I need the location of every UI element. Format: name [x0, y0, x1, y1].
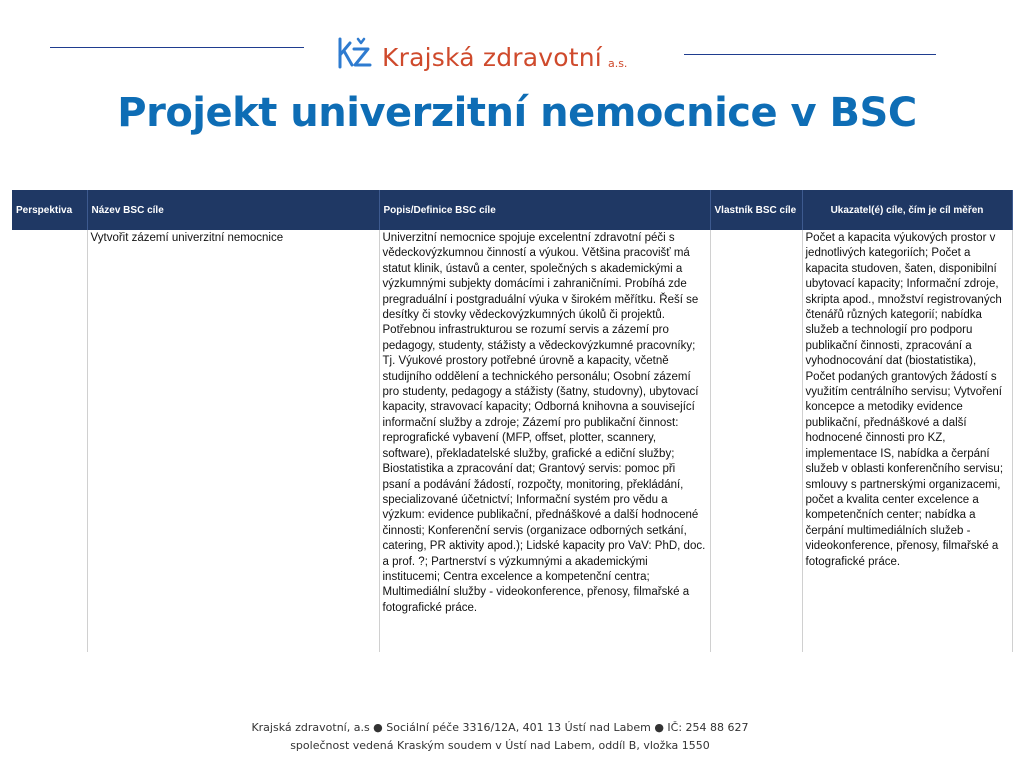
column-header-perspektiva: Perspektiva [12, 190, 87, 230]
column-header-popis: Popis/Definice BSC cíle [379, 190, 710, 230]
table-header-row [12, 190, 1012, 230]
column-header-ukazatel: Ukazatel(é) cíle, čím je cíl měřen [802, 190, 1012, 230]
cell-ukazatel: Počet a kapacita výukových prostor v jednotlivých kategoriích; Počet a kapacita studoven, šaten, disponibilní ubytovací kapacity; Informační zdroje, skripta apod., množství registrovaných čtenářů různých kategorií; nabídka služeb a technologií pro podporu publikační činnosti, zpracování a vyhodnocování dat (biostatistika), Počet podaných grantových žádostí s využitím centrálního servisu; Vytvoření koncepce a metodiky evidence publikační, přednáškové a další hodnocené činnosti pro KZ, implementace IS, nabídka a čerpání služeb v oblasti konferenčního servisu; smlouvy s partnerskými organizacemi, počet a kvalita center excelence a kompetenčních center; nabídka a čerpání multimediálních služeb - videokonference, přenosy, filmařské a fotografické práce. [802, 230, 1012, 652]
page-title: Projekt univerzitní nemocnice v BSC [117, 90, 917, 136]
cell-nazev: Vytvořit zázemí univerzitní nemocnice [87, 230, 379, 652]
table-row [12, 230, 1012, 652]
company-logo [334, 33, 627, 73]
footer [0, 719, 1000, 755]
column-header-nazev: Název BSC cíle [87, 190, 379, 230]
footer-line-registration: společnost vedená Kraským soudem v Ústí nad Labem, oddíl B, vložka 1550 [290, 739, 710, 752]
header-rule-right [684, 54, 936, 55]
logo-text: Krajská zdravotní [382, 43, 602, 72]
cell-perspektiva [12, 230, 87, 652]
bsc-table [12, 190, 1013, 652]
cell-vlastnik [710, 230, 802, 652]
kz-logo-icon [334, 33, 374, 73]
footer-line-address: Krajská zdravotní, a.s ● Sociální péče 3316/12A, 401 13 Ústí nad Labem ● IČ: 254 88 627 [251, 721, 749, 734]
logo-suffix: a.s. [607, 57, 628, 70]
column-header-vlastnik: Vlastník BSC cíle [710, 190, 802, 230]
header-rule-left [50, 47, 304, 48]
cell-popis: Univerzitní nemocnice spojuje excelentní zdravotní péči s vědeckovýzkumnou činností a výukou. Většina pracovišť má statut klinik, ústavů a center, společných s akademickými a výzkumnými subjekty domácími i zahraničními. Probíhá zde pregraduální i postgraduální výuka v širokém měřítku. Řeší se desítky či stovky vědeckovýzkumných úkolů či projektů. Potřebnou infrastrukturou se rozumí servis a zázemí pro pedagogy, studenty, stážisty a vědeckovýzkumné pracovníky; Tj. Výukové prostory potřebné úrovně a kapacity, včetně studijního oddělení a technického personálu; Osobní zázemí pro studenty, pedagogy a stážisty (šatny, studovny), ubytovací kapacity, stravovací kapacity; Odborná knihovna a související informační služby a zdroje; Zázemí pro publikační činnost: reprografické vybavení (MFP, offset, plotter, scannery, software), překladatelské služby, grafické a ediční služby; Biostatistika a zpracování dat; Grantový servis: pomoc při psaní a podávání žádostí, rozpočty, monitoring, překládání, specializované účetnictví; Informační systém pro vědu a výzkum: evidence publikační, přednáškové a další hodnocené činnosti; Konferenční servis (organizace odborných setkání, catering, PR aktivity apod.); Lidské kapacity pro VaV: PhD, doc. a prof. ?; Partnerství s výzkumnými a akademickými institucemi; Centra excelence a kompetenční centra; Multimediální služby - videokonference, přenosy, filmařské a fotografické práce. [379, 230, 710, 652]
